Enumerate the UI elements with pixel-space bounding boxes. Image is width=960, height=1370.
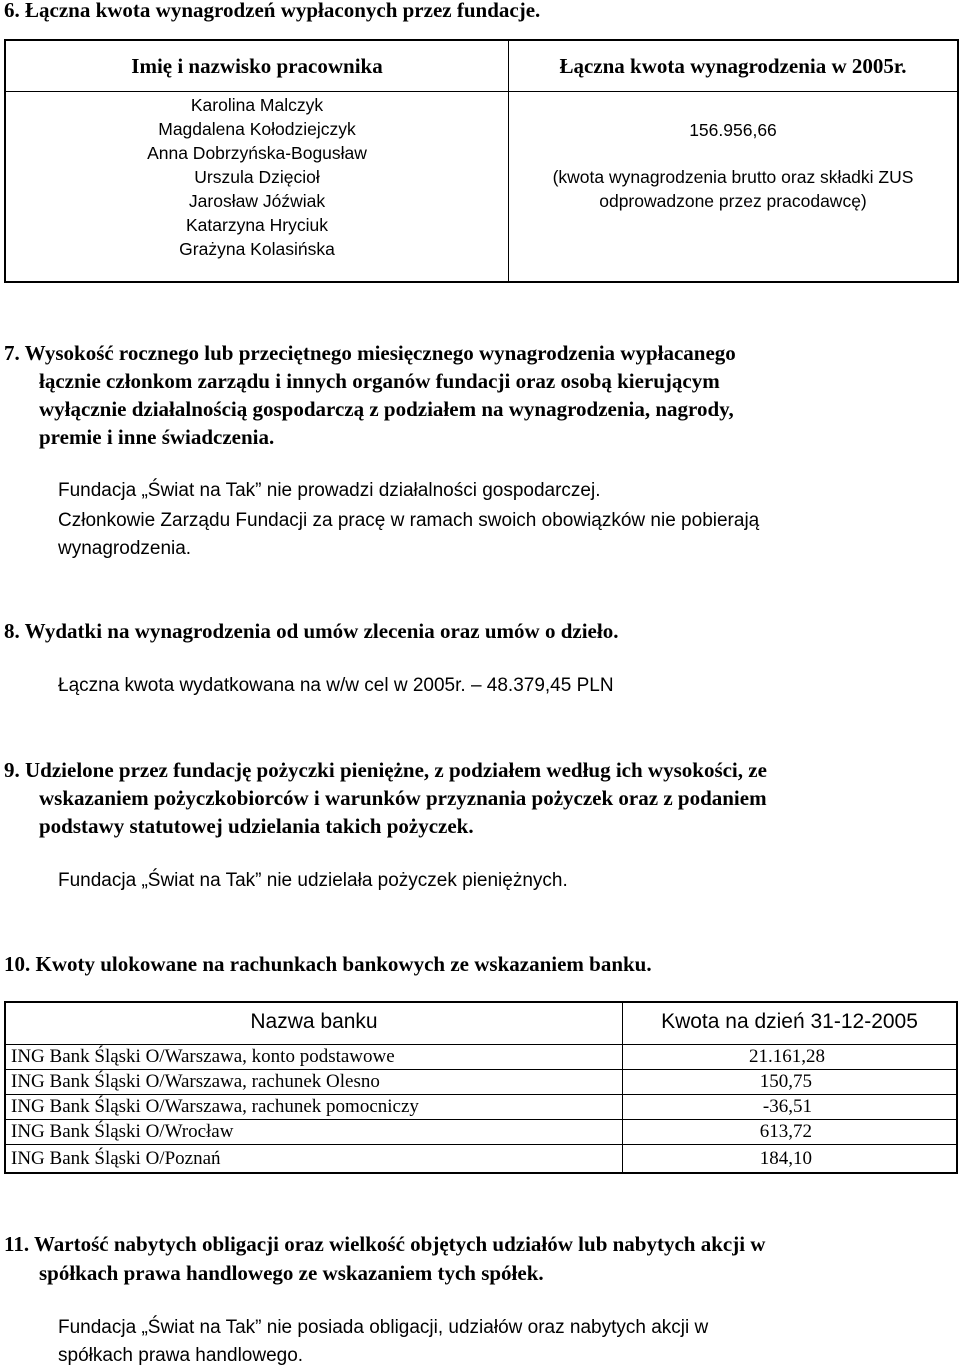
employee-name: Jarosław Jóźwiak (188, 191, 326, 211)
bank-name-cell: ING Bank Śląski O/Warszawa, konto podstawowe (11, 1046, 395, 1067)
section-9-body: Fundacja „Świat na Tak” nie udzielała pożyczek pieniężnych. (58, 870, 568, 891)
salary-note-line-2: odprowadzone przez pracodawcę) (599, 191, 867, 211)
employee-name: Karolina Malczyk (190, 95, 324, 115)
bank-name-cell: ING Bank Śląski O/Poznań (11, 1148, 221, 1169)
employee-list (6, 93, 508, 261)
section-9-heading-line-1: 9. Udzielone przez fundację pożyczki pieniężne, z podziałem według ich wysokości, ze (4, 758, 767, 782)
section-7-body-line-3: wynagrodzenia. (58, 538, 192, 559)
section-8-heading: 8. Wydatki na wynagrodzenia od umów zlecenia oraz umów o dzieło. (4, 619, 619, 643)
bank-name-header: Nazwa banku (250, 1010, 378, 1033)
bank-name-cell: ING Bank Śląski O/Wrocław (11, 1121, 234, 1142)
section-11-body-line-1: Fundacja „Świat na Tak” nie posiada obligacji, udziałów oraz nabytych akcji w (58, 1317, 709, 1338)
table-border-bottom (4, 281, 959, 283)
bank-table-border-right (956, 1001, 958, 1174)
salary-note-line-1: (kwota wynagrodzenia brutto oraz składki ZUS (552, 167, 914, 187)
total-salary-amount: 156.956,66 (689, 120, 777, 140)
table-border-top (4, 39, 959, 41)
employee-name: Grażyna Kolasińska (179, 239, 335, 259)
total-salary-header: Łączna kwota wynagrodzenia w 2005r. (559, 54, 907, 78)
section-7-heading-line-1: 7. Wysokość rocznego lub przeciętnego miesięcznego wynagrodzenia wypłacanego (4, 341, 736, 365)
section-6-heading: 6. Łączna kwota wynagrodzeń wypłaconych przez fundacje. (4, 0, 541, 22)
bank-name-cell: ING Bank Śląski O/Warszawa, rachunek pomocniczy (11, 1096, 419, 1117)
employee-name: Anna Dobrzyńska-Bogusław (147, 143, 367, 163)
section-11-body-line-2: spółkach prawa handlowego. (58, 1345, 304, 1366)
bank-amount-cell: 150,75 (759, 1071, 812, 1092)
section-9-heading-line-3: podstawy statutowej udzielania takich pożyczek. (39, 814, 474, 838)
section-7-heading-line-3: wyłącznie działalnością gospodarczą z podziałem na wynagrodzenia, nagrody, (39, 397, 734, 421)
bank-table-row-divider (4, 1144, 958, 1145)
section-9-heading-line-2: wskazaniem pożyczkobiorców i warunków przyznania pożyczek oraz z podaniem (39, 786, 767, 810)
bank-amount-cell: -36,51 (762, 1096, 812, 1117)
section-7-heading-line-2: łącznie członkom zarządu i innych organów fundacji oraz osobą kierującym (39, 369, 720, 393)
employee-name: Urszula Dzięcioł (194, 167, 320, 187)
bank-table-border-bottom (4, 1172, 958, 1174)
bank-amount-cell: 184,10 (759, 1148, 812, 1169)
bank-name-cell: ING Bank Śląski O/Warszawa, rachunek Olesno (11, 1071, 380, 1092)
section-7-body-line-2: Członkowie Zarządu Fundacji za pracę w ramach swoich obowiązków nie pobierają (58, 510, 760, 531)
section-11-heading-line-1: 11. Wartość nabytych obligacji oraz wielkość objętych udziałów lub nabytych akcji w (4, 1232, 766, 1256)
section-7-heading-line-4: premie i inne świadczenia. (39, 425, 275, 449)
table-border-right (957, 39, 959, 283)
table-header-divider (4, 91, 959, 92)
bank-table-border-top (4, 1001, 958, 1003)
employee-name: Magdalena Kołodziejczyk (158, 119, 356, 139)
section-7-body-line-1: Fundacja „Świat na Tak” nie prowadzi działalności gospodarczej. (58, 480, 601, 501)
bank-amount-header: Kwota na dzień 31-12-2005 (661, 1010, 918, 1033)
section-11-heading-line-2: spółkach prawa handlowego ze wskazaniem tych spółek. (39, 1261, 544, 1285)
bank-amount-cell: 613,72 (759, 1121, 812, 1142)
employee-name-header: Imię i nazwisko pracownika (131, 54, 383, 78)
employee-name: Katarzyna Hryciuk (186, 215, 328, 235)
bank-amount-cell: 21.161,28 (749, 1046, 825, 1067)
section-8-body: Łączna kwota wydatkowana na w/w cel w 2005r. – 48.379,45 PLN (58, 675, 614, 696)
section-10-heading: 10. Kwoty ulokowane na rachunkach bankowych ze wskazaniem banku. (4, 952, 652, 976)
